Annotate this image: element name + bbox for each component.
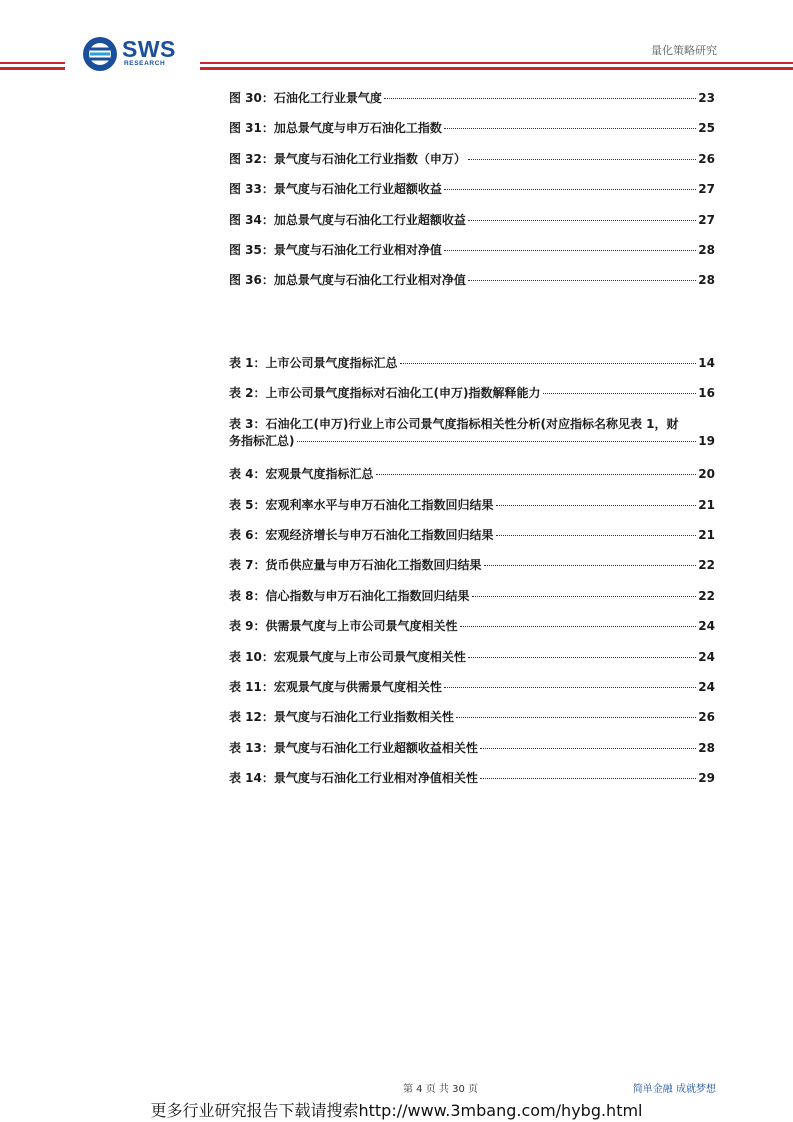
toc-entry-table[interactable]	[229, 740, 715, 770]
page-info: 第 4 页 共 30 页	[403, 1084, 478, 1095]
toc-entry-table[interactable]	[229, 497, 715, 527]
dot-leader	[384, 98, 696, 99]
download-promo-link[interactable]: 更多行业研究报告下载请搜索http://www.3mbang.com/hybg.html	[150, 1101, 643, 1120]
toc-entry-figure[interactable]	[229, 212, 715, 242]
toc-page-number: 21	[698, 528, 715, 543]
toc-label: 图 34：加总景气度与石油化工行业超额收益	[229, 212, 466, 227]
toc-page-number: 20	[698, 467, 715, 482]
toc-entry-figure[interactable]	[229, 120, 715, 150]
toc-page-number: 14	[698, 356, 715, 370]
toc-label: 表 4：宏观景气度指标汇总	[229, 467, 374, 482]
toc-label: 图 35：景气度与石油化工行业相对净值	[229, 242, 442, 257]
toc-page-number: 24	[698, 649, 715, 664]
toc-entry-table[interactable]	[229, 679, 715, 709]
toc-page-number: 24	[698, 680, 715, 695]
dot-leader	[496, 535, 697, 536]
footer-slogan: 简单金融 成就梦想	[632, 1084, 716, 1095]
toc-page-number: 19	[698, 433, 715, 448]
toc-label: 表 2：上市公司景气度指标对石油化工(申万)指数解释能力	[229, 386, 541, 401]
dot-leader	[480, 748, 696, 749]
toc-page-number: 27	[698, 212, 715, 227]
dot-leader	[543, 393, 697, 394]
header-rule-right-top	[200, 62, 793, 64]
toc-label: 图 33：景气度与石油化工行业超额收益	[229, 182, 442, 197]
toc-page-number: 26	[698, 710, 715, 725]
toc-label: 图 31：加总景气度与申万石油化工指数	[229, 121, 442, 136]
toc-page-number: 27	[698, 182, 715, 197]
toc-entry-table[interactable]	[229, 466, 715, 496]
toc-label: 图 36：加总景气度与石油化工行业相对净值	[229, 273, 466, 288]
dot-leader	[468, 280, 696, 281]
toc-entry-table[interactable]	[229, 709, 715, 739]
toc-entry-figure[interactable]	[229, 272, 715, 302]
page-header	[0, 0, 793, 80]
table-list	[229, 355, 715, 801]
toc-label-line2: 务指标汇总)	[229, 433, 295, 448]
toc-label: 表 9：供需景气度与上市公司景气度相关性	[229, 619, 458, 634]
dot-leader	[297, 441, 697, 442]
report-type: 量化策略研究	[651, 44, 717, 57]
toc-entry-table[interactable]	[229, 618, 715, 648]
toc-entry-figure[interactable]	[229, 90, 715, 120]
dot-leader	[444, 687, 696, 688]
toc-entry-table[interactable]	[229, 588, 715, 618]
toc-label-line1: 表 3：石油化工(申万)行业上市公司景气度指标相关性分析(对应指标名称见表 1，财	[229, 416, 679, 431]
toc-page-number: 22	[698, 588, 715, 603]
header-rule-left-top	[0, 62, 65, 64]
toc-entry-table[interactable]	[229, 649, 715, 679]
sws-logo-mark-icon	[82, 36, 118, 72]
header-rule-right-bottom	[200, 67, 793, 70]
dot-leader	[480, 778, 696, 779]
dot-leader	[468, 657, 696, 658]
dot-leader	[400, 363, 697, 364]
toc-label: 表 10：宏观景气度与上市公司景气度相关性	[229, 649, 466, 664]
dot-leader	[468, 220, 696, 221]
logo-text: SWS	[122, 36, 176, 62]
toc-label: 表 13：景气度与石油化工行业超额收益相关性	[229, 740, 478, 755]
toc-entry-table[interactable]	[229, 557, 715, 587]
toc-page-number: 28	[698, 273, 715, 288]
toc-label: 表 6：宏观经济增长与申万石油化工指数回归结果	[229, 528, 494, 543]
toc-page-number: 28	[698, 740, 715, 755]
dot-leader	[444, 189, 696, 190]
toc-label: 表 14：景气度与石油化工行业相对净值相关性	[229, 771, 478, 786]
toc-entry-table[interactable]	[229, 770, 715, 800]
toc-label: 表 1：上市公司景气度指标汇总	[229, 356, 398, 370]
dot-leader	[496, 505, 697, 506]
dot-leader	[468, 159, 696, 160]
toc-page-number: 23	[698, 91, 715, 105]
toc-page-number: 28	[698, 242, 715, 257]
toc-label: 图 30：石油化工行业景气度	[229, 91, 382, 105]
dot-leader	[444, 128, 696, 129]
toc-entry-figure[interactable]	[229, 242, 715, 272]
toc-entry-table[interactable]	[229, 527, 715, 557]
toc-label: 表 11：宏观景气度与供需景气度相关性	[229, 680, 442, 695]
dot-leader	[472, 596, 697, 597]
toc-page-number: 16	[698, 386, 715, 401]
toc-page-number: 24	[698, 619, 715, 634]
dot-leader	[376, 474, 697, 475]
toc-label: 表 7：货币供应量与申万石油化工指数回归结果	[229, 558, 482, 573]
toc-page-number: 29	[698, 771, 715, 786]
figure-list	[229, 90, 715, 303]
toc-page-number: 21	[698, 497, 715, 512]
toc-label: 表 8：信心指数与申万石油化工指数回归结果	[229, 588, 470, 603]
dot-leader	[484, 565, 697, 566]
header-rule-left-bottom	[0, 67, 65, 70]
dot-leader	[444, 250, 696, 251]
toc-page-number: 25	[698, 121, 715, 136]
toc-label: 表 12：景气度与石油化工行业指数相关性	[229, 710, 454, 725]
toc-label: 图 32：景气度与石油化工行业指数（申万）	[229, 151, 466, 166]
toc-entry-table[interactable]	[229, 385, 715, 415]
dot-leader	[460, 626, 697, 627]
dot-leader	[456, 717, 696, 718]
sws-logo	[82, 36, 192, 72]
toc-page-number: 26	[698, 151, 715, 166]
logo-subtext: RESEARCH	[124, 60, 166, 67]
toc-entry-table[interactable]	[229, 416, 715, 467]
toc-entry-table[interactable]	[229, 355, 715, 385]
toc-label: 表 5：宏观利率水平与申万石油化工指数回归结果	[229, 497, 494, 512]
toc-entry-figure[interactable]	[229, 181, 715, 211]
toc-entry-figure[interactable]	[229, 151, 715, 181]
toc-page-number: 22	[698, 558, 715, 573]
